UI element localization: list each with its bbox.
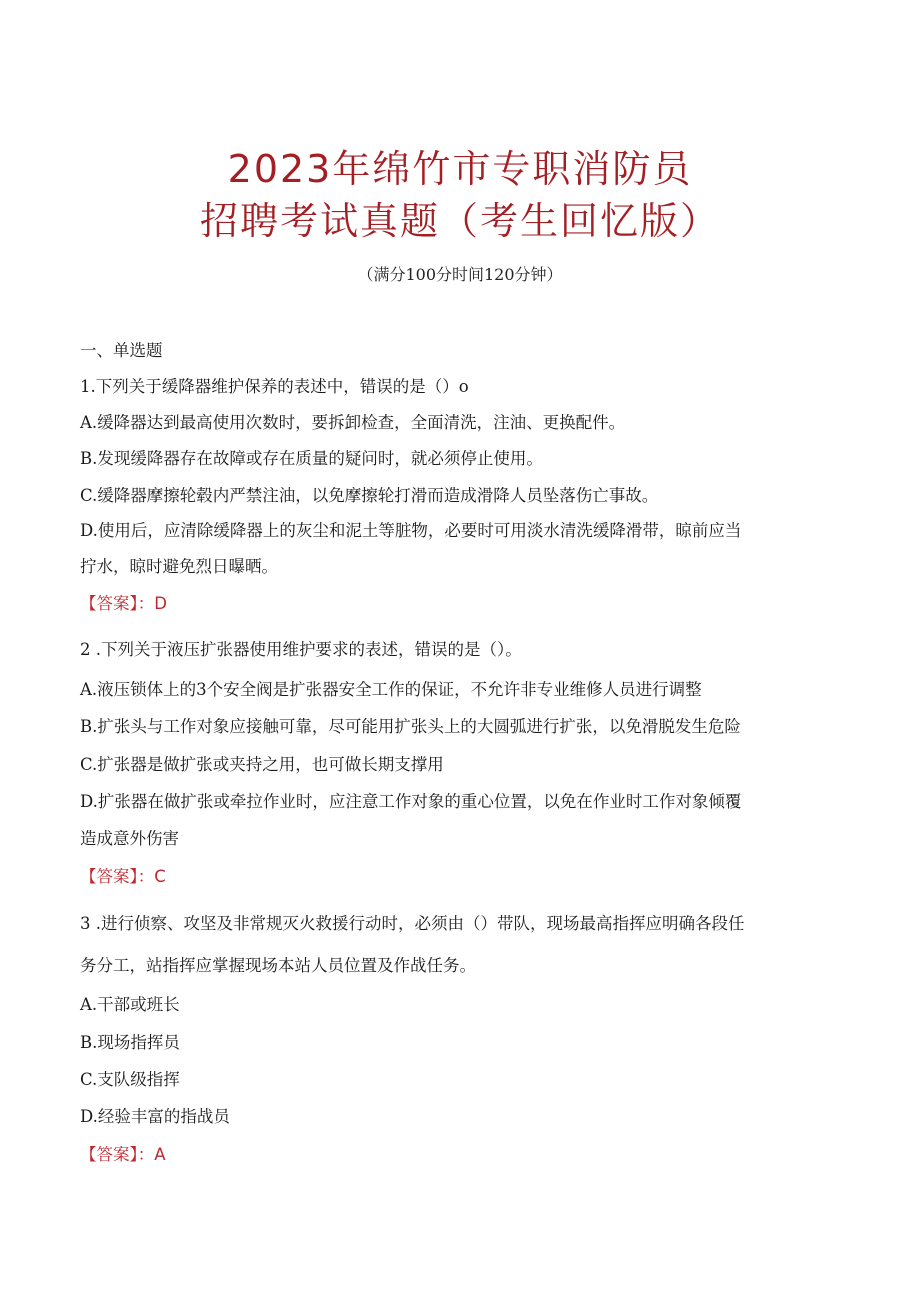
question-1-answer: 【答案】：D (80, 594, 167, 613)
question-2-stem: 2 .下列关于液压扩张器使用维护要求的表述，错误的是（）。 (80, 640, 522, 659)
section-heading: 一、单选题 (80, 341, 163, 360)
question-2-option-c: C.扩张器是做扩张或夹持之用，也可做长期支撑用 (80, 755, 444, 774)
question-2-option-d: D.扩张器在做扩张或牵拉作业时，应注意工作对象的重心位置，以免在作业时工作对象倾覆 (80, 792, 742, 811)
question-3-stem: 3 .进行侦察、攻坚及非常规灭火救援行动时，必须由（）带队，现场最高指挥应明确各段任 (80, 914, 745, 933)
question-1-stem: 1.下列关于缓降器维护保养的表述中，错误的是（）o (80, 377, 469, 396)
question-2-option-d-cont: 造成意外伤害 (80, 829, 179, 848)
question-1-option-d: D.使用后，应清除缓降器上的灰尘和泥土等脏物，必要时可用淡水清洗缓降滑带，晾前应当 (80, 521, 742, 540)
question-3-option-d: D.经验丰富的指战员 (80, 1107, 230, 1126)
question-3-stem-cont: 务分工，站指挥应掌握现场本站人员位置及作战任务。 (80, 956, 476, 975)
title-line-1: 2023年绵竹市专职消防员 (227, 147, 693, 191)
question-2-option-b: B.扩张头与工作对象应接触可靠，尽可能用扩张头上的大圆弧进行扩张，以免滑脱发生危险 (80, 717, 741, 736)
exam-info: （满分100分时间120分钟） (357, 265, 563, 284)
question-3-answer: 【答案】：A (80, 1145, 166, 1164)
question-1-option-c: C.缓降器摩擦轮毂内严禁注油，以免摩擦轮打滑而造成滑降人员坠落伤亡事故。 (80, 486, 659, 505)
question-2-answer: 【答案】：C (80, 867, 166, 886)
question-1-option-d-cont: 拧水，晾时避免烈日曝晒。 (80, 557, 278, 576)
question-1-option-b: B.发现缓降器存在故障或存在质量的疑问时，就必须停止使用。 (80, 449, 543, 468)
question-2-option-a: A.液压锁体上的3个安全阀是扩张器安全工作的保证，不允许非专业维修人员进行调整 (80, 680, 702, 699)
question-1-option-a: A.缓降器达到最高使用次数时，要拆卸检查，全面清洗，注油、更换配件。 (80, 413, 626, 432)
title-line-2: 招聘考试真题（考生回忆版） (199, 199, 720, 243)
question-3-option-b: B.现场指挥员 (80, 1033, 180, 1052)
question-3-option-c: C.支队级指挥 (80, 1070, 180, 1089)
question-3-option-a: A.干部或班长 (80, 995, 180, 1014)
